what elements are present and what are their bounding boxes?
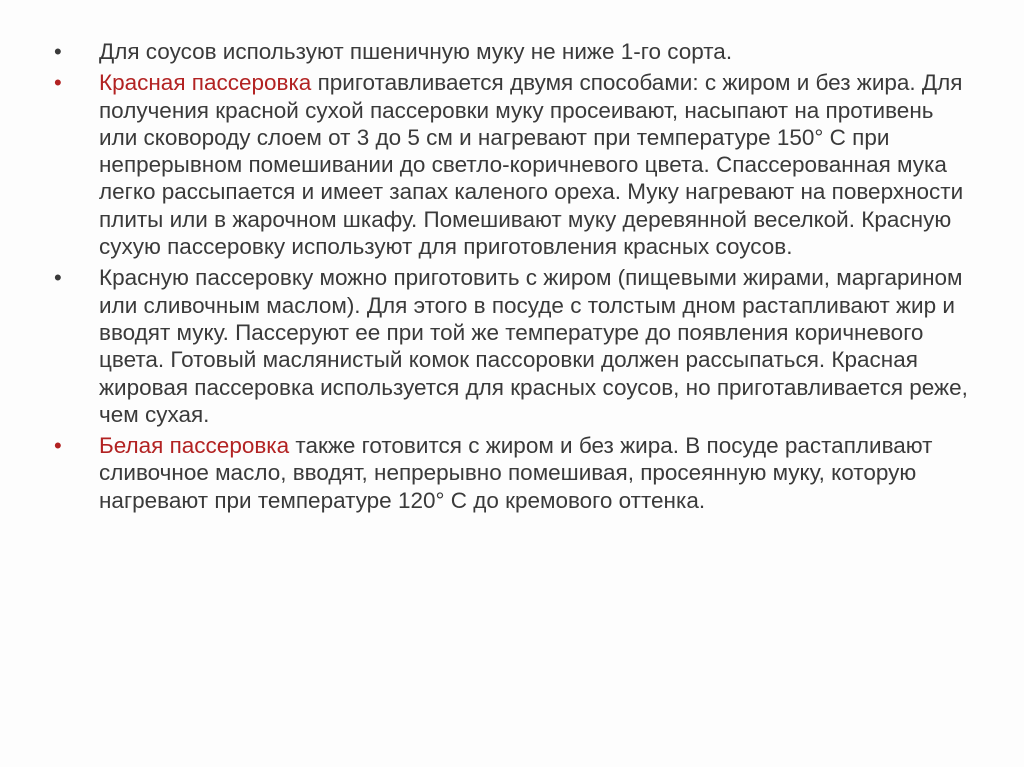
term-white-roux: Белая пассеровка xyxy=(99,433,290,459)
bullet-item-red-roux xyxy=(54,69,974,260)
bullet-marker: • xyxy=(54,39,62,64)
bullet-marker: • xyxy=(54,265,62,291)
bullet-text: Для соусов используют пшеничную муку не ниже 1-го сорта. xyxy=(99,39,733,64)
bullet-item-red-roux-fat xyxy=(54,264,974,428)
bullet-marker: • xyxy=(54,70,62,96)
bullet-text: также готовится с жиром и без жира. В посуде растапливают сливочное масло, вводят, непрерывно помешивая, просеянную муку, которую нагревают при температуре 120° С до кремового оттенка. xyxy=(99,433,933,513)
term-red-roux: Красная пассеровка xyxy=(99,70,312,96)
bullet-list xyxy=(54,38,974,518)
bullet-text: приготавливается двумя способами: с жиром и без жира. Для получения красной сухой пассеровки муку просеивают, насыпают на противень или сковороду слоем от 3 до 5 см и нагревают при температуре 150° С при непрерывном помешивании до светло-коричневого цвета. Спассерованная мука легко рассыпается и имеет запах каленого ореха. Муку нагревают на поверхности плиты или в жарочном шкафу. Помешивают муку деревянной веселкой. Красную сухую пассеровку используют для приготовления красных соусов. xyxy=(99,70,964,260)
bullet-marker: • xyxy=(54,433,62,459)
bullet-text: Красную пассеровку можно приготовить с жиром (пищевыми жирами, маргарином или сливочным маслом). Для этого в посуде с толстым дном растапливают жир и вводят муку. Пассеруют ее при той же температуре до появления коричневого цвета. Готовый маслянистый комок пассоровки должен рассыпаться. Красная жировая пассеровка используется для красных соусов, но приготавливается реже, чем сухая. xyxy=(99,265,968,427)
bullet-item-white-roux xyxy=(54,432,974,514)
bullet-item-flour xyxy=(54,38,974,65)
